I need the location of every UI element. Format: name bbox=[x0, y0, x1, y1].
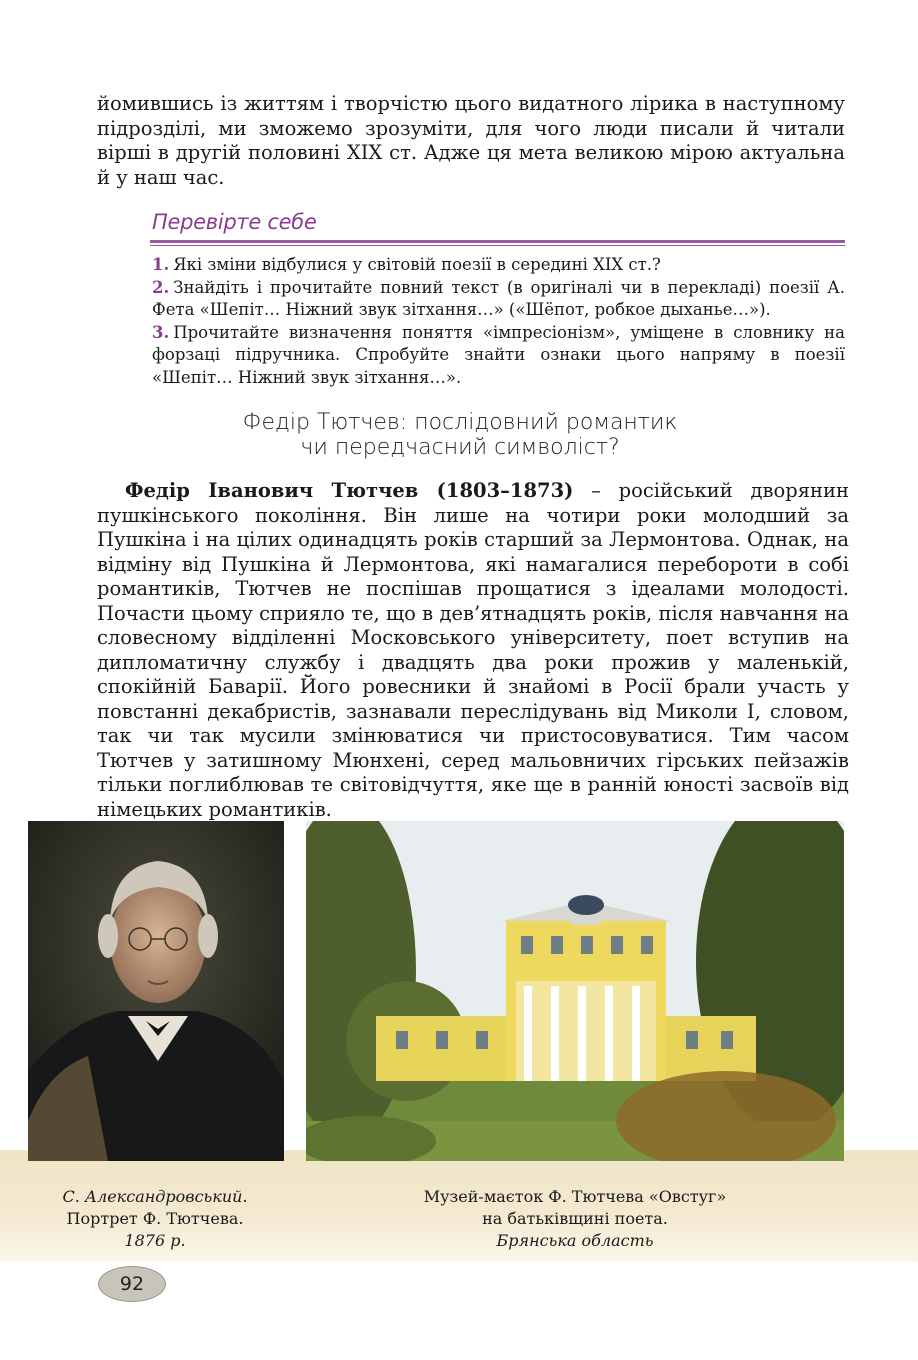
portrait-image bbox=[28, 821, 284, 1161]
question-number: 2. bbox=[152, 277, 170, 297]
estate-image bbox=[306, 821, 844, 1161]
body-paragraph bbox=[97, 479, 849, 822]
section-divider bbox=[150, 240, 845, 243]
estate-caption bbox=[400, 1186, 750, 1252]
section-divider-thin bbox=[150, 245, 845, 246]
check-yourself-title: Перевірте себе bbox=[152, 210, 317, 234]
intro-paragraph: йомившись із життям і творчістю цього видатного лірика в наступному підрозділі, ми зможемо зрозуміти, для чого люди писали й читали вірші в другій половині XIX ст. Адже ця мета великою мірою актуальна й у наш час. bbox=[97, 92, 845, 189]
page-number: 92 bbox=[98, 1266, 166, 1302]
portrait-caption bbox=[40, 1186, 270, 1252]
section-heading-line2: чи передчасний символіст? bbox=[300, 435, 620, 460]
portrait-caption-year: 1876 р. bbox=[124, 1231, 186, 1250]
body-text: – російський дворянин пушкінського покоління. Він лише на чотири роки молодший за Пушкіна і на цілих одинадцять років старший за Лермонтова. Однак, на відміну від Пушкіна й Лермонтова, які намагалися перебороти в собі романтиків, Тютчев не поспішав прощатися з ідеалами молодості. Почасти цьому сприяло те, що в дев’ятнадцять років, після навчання на словесному відділенні Московського університету, поет вступив на дипломатичну службу і двадцять два роки прожив у маленькій, спокійній Баварії. Його ровесники й знайомі в Росії брали участь у повстанні декабристів, зазнавали переслідувань від Миколи I, словом, так чи так мусили змінюватися чи пристосовуватися. Тим часом Тютчев у затишному Мюнхені, серед мальовничих гірських пейзажів тільки поглиблював те світовідчуття, яке ще в ранній юності засвоїв від німецьких романтиків. bbox=[97, 479, 849, 821]
question-list bbox=[152, 254, 845, 389]
question-number: 1. bbox=[152, 255, 170, 274]
question-item bbox=[152, 322, 845, 390]
estate-caption-region: Брянська область bbox=[496, 1231, 654, 1250]
estate-caption-title: Музей-маєток Ф. Тютчева «Овстуг» bbox=[423, 1187, 727, 1206]
question-text: Які зміни відбулися у світовій поезії в середині XIX ст.? bbox=[173, 255, 661, 274]
lead-name: Федір Іванович Тютчев (1803–1873) bbox=[125, 479, 574, 502]
estate-caption-location: на батьківщині поета. bbox=[482, 1209, 668, 1228]
question-number: 3. bbox=[152, 322, 170, 342]
portrait-caption-author: С. Александровський. bbox=[62, 1187, 248, 1206]
question-item bbox=[152, 277, 845, 322]
portrait-caption-title: Портрет Ф. Тютчева. bbox=[66, 1209, 244, 1228]
section-heading bbox=[180, 410, 740, 460]
question-item bbox=[152, 254, 845, 277]
question-text: Прочитайте визначення поняття «імпресіонізм», уміщене в словнику на форзаці підручника. Спробуйте знайти ознаки цього напряму в поезії «Шепіт… Ніжний звук зітхання…». bbox=[152, 322, 845, 387]
question-text: Знайдіть і прочитайте повний текст (в оригіналі чи в перекладі) поезії А. Фета «Шепіт… Ніжний звук зітхання…» («Шёпот, робкое дыханье…»). bbox=[152, 277, 845, 319]
section-heading-line1: Федір Тютчев: послідовний романтик bbox=[242, 410, 678, 435]
